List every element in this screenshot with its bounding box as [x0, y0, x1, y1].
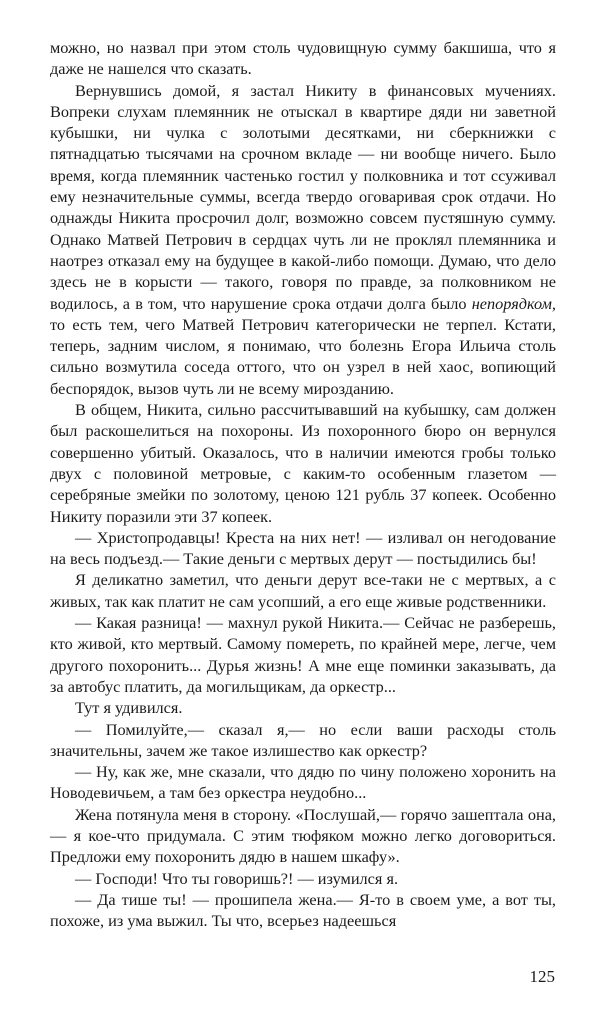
paragraph-6: — Какая разница! — махнул рукой Никита.— Сейчас не разберешь, кто живой, кто мертвый. Самому помереть, по крайней мере, легче, чем другого похоронить... Дурья жизнь! А мне еще поминки заказывать, да за автобус платить, да могильщикам, да оркестр... — [50, 613, 556, 696]
paragraph-11: — Господи! Что ты говоришь?! — изумился я. — [75, 868, 399, 888]
paragraph-1: можно, но назвал при этом столь чудовищную сумму бакшиша, что я даже не нашелся что сказать. — [50, 38, 556, 79]
paragraph-10: Жена потянула меня в сторону. «Послушай,— горячо зашептала она,— я кое-что придумала. С этим тюфяком можно легко договориться. Предложи ему похоронить дядю в нашем шкафу». — [50, 804, 556, 867]
paragraph-7: Тут я удивился. — [75, 698, 183, 718]
page-number: 125 — [529, 967, 555, 986]
body-text — [50, 37, 556, 931]
paragraph-5: Я деликатно заметил, что деньги дерут все-таки не с мертвых, а с живых, так как платит не сам усопший, а его еще живые родственники. — [50, 570, 556, 611]
paragraph-4: — Христопродавцы! Креста на них нет! — изливал он негодование на весь подъезд.— Такие деньги с мертвых дерут — постыдились бы! — [50, 527, 556, 569]
paragraph-8: — Помилуйте,— сказал я,— но если ваши расходы столь значительны, зачем же такое излишество как оркестр? — [50, 719, 556, 760]
paragraph-2-part-2: то есть тем, чего Матвей Петрович категорически не терпел. Кстати, теперь, задним числом, я понимаю, что болезнь Егора Ильича столь сильно возмутила соседа оттого, что он узрел в ней хаос, вопиющий беспорядок, вызов чуть ли не всему мирозданию. — [50, 314, 556, 398]
paragraph-2 — [50, 80, 556, 399]
paragraph-2-emphasis: непорядком, — [471, 293, 556, 313]
paragraph-2-part-1: Вернувшись домой, я застал Никиту в финансовых мучениях. Вопреки слухам племянник не отыскал в квартире дяди ни заветной кубышки, ни чулка с золотыми десятками, ни сберкнижки с пятнадцатью тысячами на срочном вкладе — ни вообще ничего. Было время, когда племянник частенько гостил у полковника и тот ссуживал ему незначительные суммы, всегда твердо оговаривая срок отдачи. Но однажды Никита просрочил долг, возможно совсем пустяшную сумму. Однако Матвей Петрович в сердцах чуть ли не проклял племянника и наотрез отказал ему на будущее в какой-либо помощи. Думаю, что дело здесь не в корысти — такого, говоря по правде, за полковником не водилось, а в том, что нарушение срока отдачи долга было — [50, 80, 556, 313]
paragraph-3: В общем, Никита, сильно рассчитывавший на кубышку, сам должен был раскошелиться на похороны. Из похоронного бюро он вернулся совершенно убитый. Оказалось, что в наличии имеются гробы только двух с половиной метровые, с каким-то особенным глазетом — серебряные змейки по золотому, ценою 121 рубль 37 копеек. Особенно Никиту поразили эти 37 копеек. — [50, 400, 556, 526]
paragraph-9: — Ну, как же, мне сказали, что дядю по чину положено хоронить на Новодевичьем, а там без оркестра неудобно... — [50, 762, 556, 803]
paragraph-12: — Да тише ты! — прошипела жена.— Я-то в своем уме, а вот ты, похоже, из ума выжил. Ты что, всерьез надеешься — [50, 889, 556, 931]
